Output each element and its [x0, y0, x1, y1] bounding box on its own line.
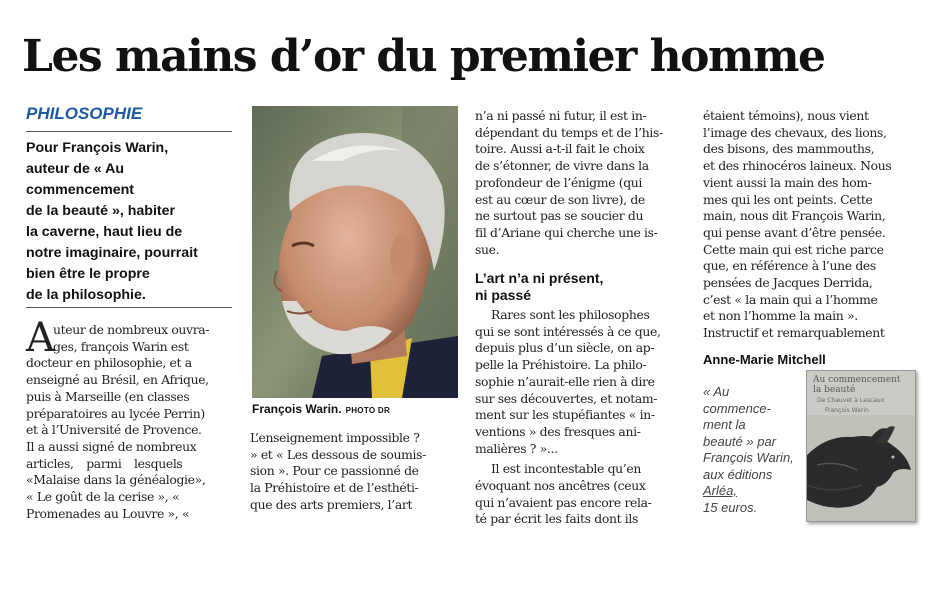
body-line: profondeur de l’énigme (qui [475, 174, 643, 190]
body-line: sue. [475, 241, 500, 257]
body-line: main, nous dit François Warin, [703, 208, 886, 224]
section-kicker: PHILOSOPHIE [26, 104, 143, 123]
body-line: Il est incontestable qu’en [491, 461, 641, 477]
book-caption [703, 384, 803, 516]
body-line: c’est « la main qui a l’homme [703, 291, 878, 307]
body-line: et des rhinocéros laineux. Nous [703, 158, 892, 174]
book-caption-line: « Au [703, 384, 730, 399]
body-line: uteur de nombreux ouvra- [53, 322, 210, 337]
body-line: docteur en philosophie, et a [26, 355, 192, 371]
body-line: fil d’Ariane qui cherche une is- [475, 224, 658, 240]
author-photo [252, 106, 458, 398]
body-line: qui n’avaient pas encore rela- [475, 494, 652, 510]
lead-line: bien être le propre [26, 266, 150, 282]
body-line: Cette main qui est riche parce [703, 241, 884, 257]
lead-line: de la beauté », habiter [26, 203, 176, 219]
headline: Les mains d’or du premier homme [22, 31, 825, 82]
book-cover-subtitle: De Chauvet à Lascaux [817, 397, 885, 404]
body-line: enseigné au Brésil, en Afrique, [26, 372, 209, 388]
body-line: qui se sont intéressés à ce que, [475, 323, 661, 339]
lead-line: commencement [26, 182, 135, 198]
author-signature: Anne-Marie Mitchell [703, 352, 826, 367]
photo-caption [252, 402, 390, 416]
book-cover-image [806, 370, 916, 522]
photo-caption-text: François Warin. [252, 402, 342, 416]
body-line: sur ses découvertes, et notam- [475, 390, 658, 406]
lead-paragraph [26, 138, 236, 306]
body-line: des bisons, des mammouths, [703, 141, 875, 157]
body-column-3 [475, 108, 690, 258]
book-price: 15 euros. [703, 499, 758, 515]
body-line: et à l’Université de Provence. [26, 422, 202, 438]
body-line: étaient témoins), nous vient [703, 108, 869, 123]
body-line: pensées de Jacques Derrida, [703, 275, 873, 291]
drop-cap: A [26, 315, 55, 361]
body-line: de s’étonner, de vivre dans la [475, 158, 649, 174]
body-line: pelle la Préhistoire. La philo- [475, 357, 647, 373]
body-line: toire. Aussi a-t-il fait le choix [475, 141, 645, 157]
horse-painting-icon [807, 415, 915, 521]
body-line: Promenades au Louvre », « [26, 505, 190, 521]
body-line: l’image des chevaux, des lions, [703, 124, 887, 140]
body-line: té par écrit les faits dont ils [475, 511, 639, 527]
body-line: puis à Marseille (en classes [26, 388, 190, 404]
body-line: « Le goût de la cerise », « [26, 489, 180, 505]
body-column-4 [703, 108, 918, 342]
subheading [475, 270, 690, 304]
body-column-3b [475, 307, 690, 528]
author-portrait-image [252, 106, 458, 398]
body-line: la Préhistoire et de l’esthéti- [250, 480, 419, 496]
body-line: sion ». Pour ce passionné de [250, 463, 419, 479]
body-column-2 [250, 430, 462, 514]
subheading-line: L’art n’a ni présent, [475, 270, 604, 286]
body-line: que des arts premiers, l’art [250, 496, 413, 512]
body-column-1 [26, 322, 242, 522]
body-line: vient aussi la main des hom- [703, 174, 872, 190]
body-line: évoquant nos ancêtres (ceux [475, 478, 646, 494]
body-line: dépendant du temps et de l’his- [475, 124, 663, 140]
body-line: ne surtout pas se soucier du [475, 208, 644, 224]
body-line: préparatoires au lycée Perrin) [26, 405, 205, 421]
book-caption-line: commence- [703, 400, 771, 416]
subheading-line: ni passé [475, 287, 532, 303]
book-cover-title: Au commencement la beauté [813, 375, 901, 395]
body-line: ment sur les stupéfiantes « in- [475, 407, 655, 423]
lead-rule [26, 307, 232, 308]
lead-line: auteur de « Au [26, 161, 125, 177]
book-publisher: Arléa, [703, 483, 737, 498]
kicker-rule [26, 131, 232, 132]
body-line: ges, françois Warin est [53, 338, 189, 354]
body-line: articles, parmi lesquels [26, 455, 183, 471]
lead-line: de la philosophie. [26, 287, 146, 303]
body-line: et non l’homme la main ». [703, 308, 858, 324]
lead-line: Pour François Warin, [26, 140, 169, 156]
body-line: depuis plus d’un siècle, on ap- [475, 340, 655, 356]
body-line: Rares sont les philosophes [491, 307, 650, 322]
photo-credit: PHOTO DR [345, 406, 391, 415]
body-line: ventions » des fresques ani- [475, 423, 641, 439]
book-caption-line: beauté » par [703, 433, 777, 449]
body-line: Il a aussi signé de nombreux [26, 438, 197, 454]
body-line: est au cœur de son livre), de [475, 191, 645, 207]
body-line: que, en référence à l’une des [703, 258, 876, 274]
body-line: mes qui les ont peints. Cette [703, 191, 873, 207]
body-line: L’enseignement impossible ? [250, 430, 420, 445]
body-line: malières ? »... [475, 440, 558, 456]
body-line: qui pense avant d’être pensée. [703, 224, 886, 240]
body-line: n’a ni passé ni futur, il est in- [475, 108, 647, 123]
book-caption-line: ment la [703, 417, 746, 432]
book-caption-line: François Warin, [703, 450, 794, 465]
body-line: «Malaise dans la généalogie», [26, 472, 206, 488]
body-line: » et « Les dessous de soumis- [250, 446, 426, 462]
body-line: Instructif et remarquablement [703, 325, 885, 341]
book-cover-author: François Warin [825, 407, 869, 414]
body-line: sophie n’aurait-elle rien à dire [475, 373, 655, 389]
book-caption-line: aux éditions [703, 466, 773, 482]
lead-line: notre imaginaire, pourrait [26, 245, 198, 261]
lead-line: la caverne, haut lieu de [26, 224, 183, 240]
